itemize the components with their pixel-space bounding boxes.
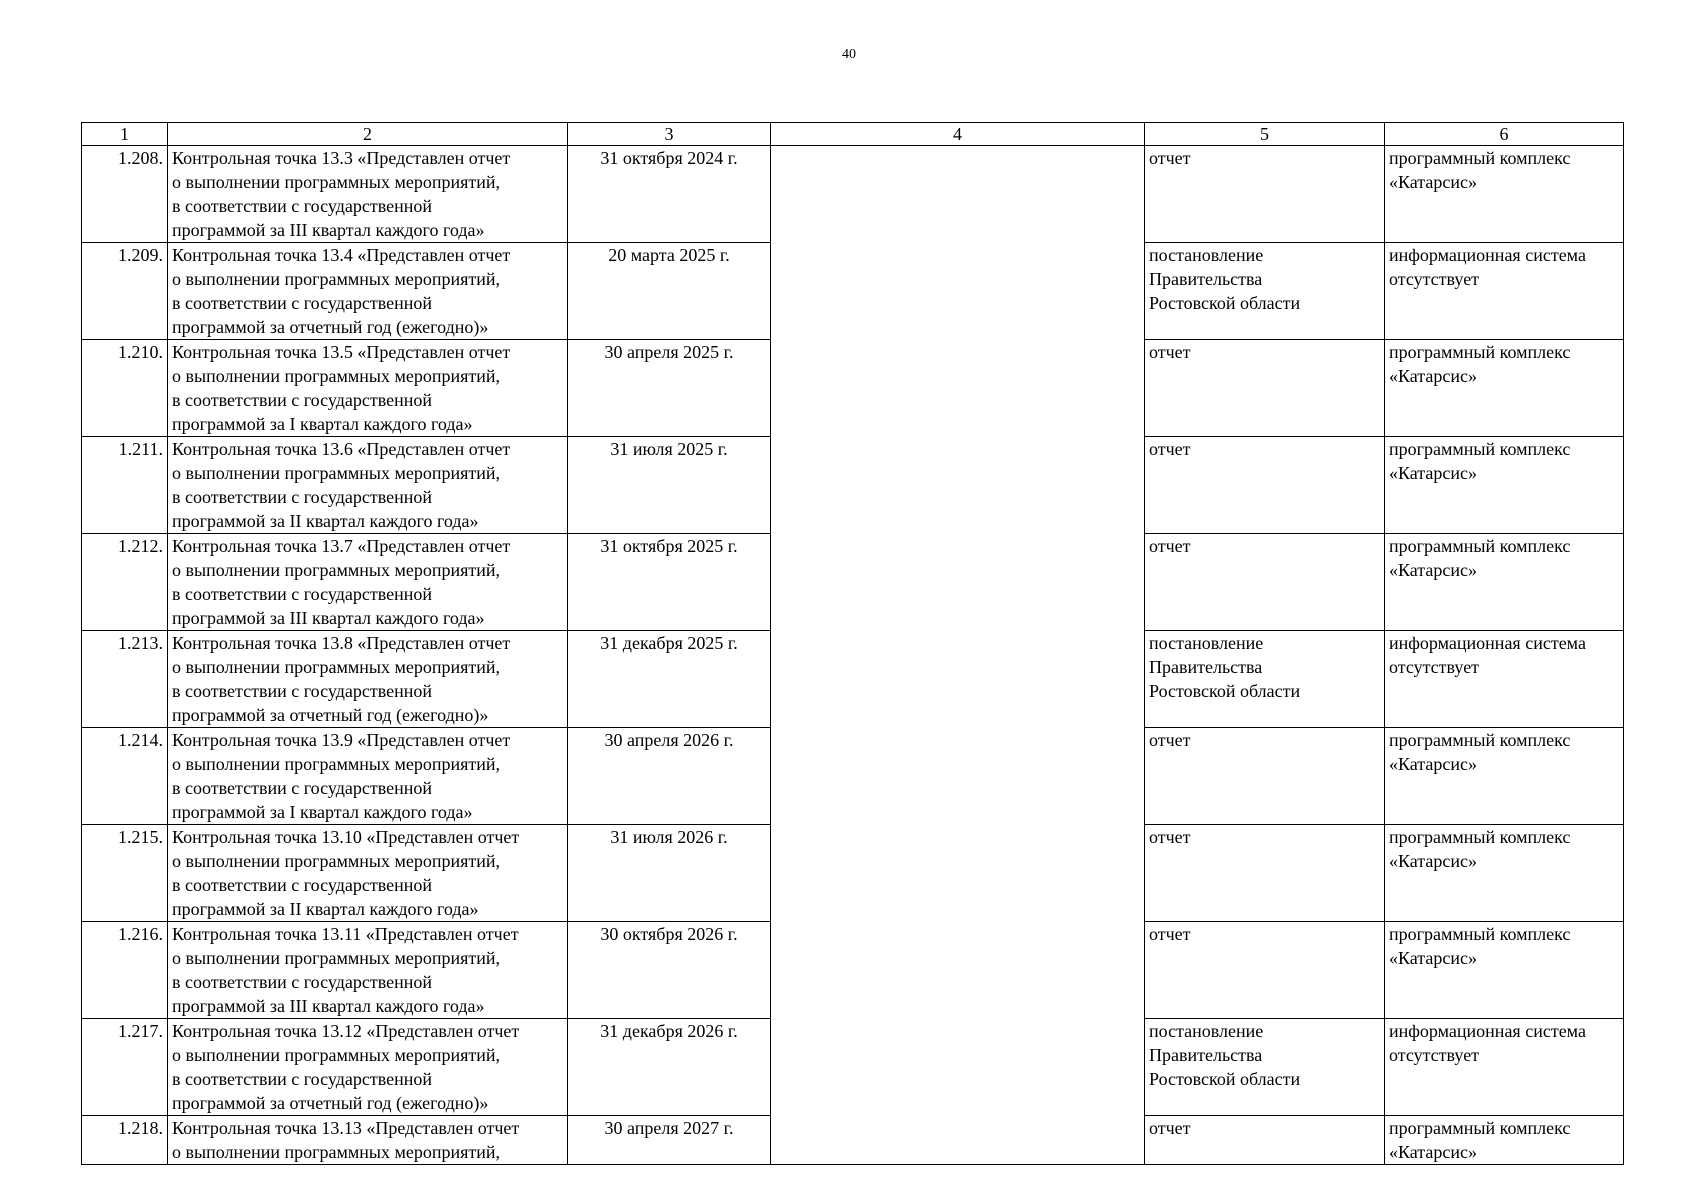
row-number: 1.218. [82, 1116, 168, 1165]
row-description: Контрольная точка 13.7 «Представлен отчет о выполнении программных мероприятий, в соответствии с государственной программой за III квартал каждого года» [168, 534, 568, 631]
table-body [82, 146, 1624, 1165]
header-col-1: 1 [82, 123, 168, 146]
row-document-type: отчет [1145, 1116, 1385, 1165]
row-information-system: программный комплекс «Катарсис» [1385, 146, 1624, 243]
page-number: 40 [842, 47, 856, 62]
row-date: 31 октября 2025 г. [568, 534, 771, 631]
row-information-system: информационная система отсутствует [1385, 1019, 1624, 1116]
row-number: 1.208. [82, 146, 168, 243]
row-date: 30 апреля 2026 г. [568, 728, 771, 825]
row-document-type: отчет [1145, 534, 1385, 631]
header-col-4: 4 [771, 123, 1145, 146]
row-date: 31 октября 2024 г. [568, 146, 771, 243]
row-description: Контрольная точка 13.5 «Представлен отчет о выполнении программных мероприятий, в соответствии с государственной программой за I квартал каждого года» [168, 340, 568, 437]
row-date: 30 апреля 2025 г. [568, 340, 771, 437]
row-document-type: отчет [1145, 340, 1385, 437]
row-description: Контрольная точка 13.9 «Представлен отчет о выполнении программных мероприятий, в соответствии с государственной программой за I квартал каждого года» [168, 728, 568, 825]
row-number: 1.212. [82, 534, 168, 631]
merged-empty-column-4 [771, 146, 1145, 1165]
row-document-type: отчет [1145, 437, 1385, 534]
row-information-system: программный комплекс «Катарсис» [1385, 922, 1624, 1019]
row-document-type: постановление Правительства Ростовской области [1145, 631, 1385, 728]
row-number: 1.215. [82, 825, 168, 922]
table-header [82, 123, 1624, 146]
row-information-system: информационная система отсутствует [1385, 243, 1624, 340]
row-number: 1.213. [82, 631, 168, 728]
row-date: 31 июля 2026 г. [568, 825, 771, 922]
row-information-system: программный комплекс «Катарсис» [1385, 728, 1624, 825]
row-information-system: программный комплекс «Катарсис» [1385, 825, 1624, 922]
row-document-type: постановление Правительства Ростовской области [1145, 1019, 1385, 1116]
row-date: 30 октября 2026 г. [568, 922, 771, 1019]
row-document-type: отчет [1145, 825, 1385, 922]
row-number: 1.217. [82, 1019, 168, 1116]
control-points-table [81, 122, 1624, 1165]
row-description: Контрольная точка 13.13 «Представлен отчет о выполнении программных мероприятий, [168, 1116, 568, 1165]
table-row [82, 146, 1624, 243]
row-description: Контрольная точка 13.3 «Представлен отчет о выполнении программных мероприятий, в соответствии с государственной программой за III квартал каждого года» [168, 146, 568, 243]
row-information-system: программный комплекс «Катарсис» [1385, 437, 1624, 534]
row-date: 20 марта 2025 г. [568, 243, 771, 340]
row-document-type: отчет [1145, 146, 1385, 243]
row-information-system: программный комплекс «Катарсис» [1385, 1116, 1624, 1165]
row-number: 1.210. [82, 340, 168, 437]
row-date: 31 июля 2025 г. [568, 437, 771, 534]
header-col-2: 2 [168, 123, 568, 146]
row-date: 31 декабря 2025 г. [568, 631, 771, 728]
row-information-system: информационная система отсутствует [1385, 631, 1624, 728]
header-col-6: 6 [1385, 123, 1624, 146]
row-document-type: отчет [1145, 728, 1385, 825]
row-description: Контрольная точка 13.8 «Представлен отчет о выполнении программных мероприятий, в соответствии с государственной программой за отчетный год (ежегодно)» [168, 631, 568, 728]
row-number: 1.214. [82, 728, 168, 825]
row-document-type: отчет [1145, 922, 1385, 1019]
row-date: 31 декабря 2026 г. [568, 1019, 771, 1116]
row-description: Контрольная точка 13.4 «Представлен отчет о выполнении программных мероприятий, в соответствии с государственной программой за отчетный год (ежегодно)» [168, 243, 568, 340]
row-date: 30 апреля 2027 г. [568, 1116, 771, 1165]
row-description: Контрольная точка 13.12 «Представлен отчет о выполнении программных мероприятий, в соответствии с государственной программой за отчетный год (ежегодно)» [168, 1019, 568, 1116]
header-col-5: 5 [1145, 123, 1385, 146]
header-row [82, 123, 1624, 146]
row-information-system: программный комплекс «Катарсис» [1385, 534, 1624, 631]
row-number: 1.209. [82, 243, 168, 340]
row-number: 1.216. [82, 922, 168, 1019]
row-description: Контрольная точка 13.6 «Представлен отчет о выполнении программных мероприятий, в соответствии с государственной программой за II квартал каждого года» [168, 437, 568, 534]
row-description: Контрольная точка 13.11 «Представлен отчет о выполнении программных мероприятий, в соответствии с государственной программой за III квартал каждого года» [168, 922, 568, 1019]
row-description: Контрольная точка 13.10 «Представлен отчет о выполнении программных мероприятий, в соответствии с государственной программой за II квартал каждого года» [168, 825, 568, 922]
header-col-3: 3 [568, 123, 771, 146]
row-document-type: постановление Правительства Ростовской области [1145, 243, 1385, 340]
row-information-system: программный комплекс «Катарсис» [1385, 340, 1624, 437]
row-number: 1.211. [82, 437, 168, 534]
